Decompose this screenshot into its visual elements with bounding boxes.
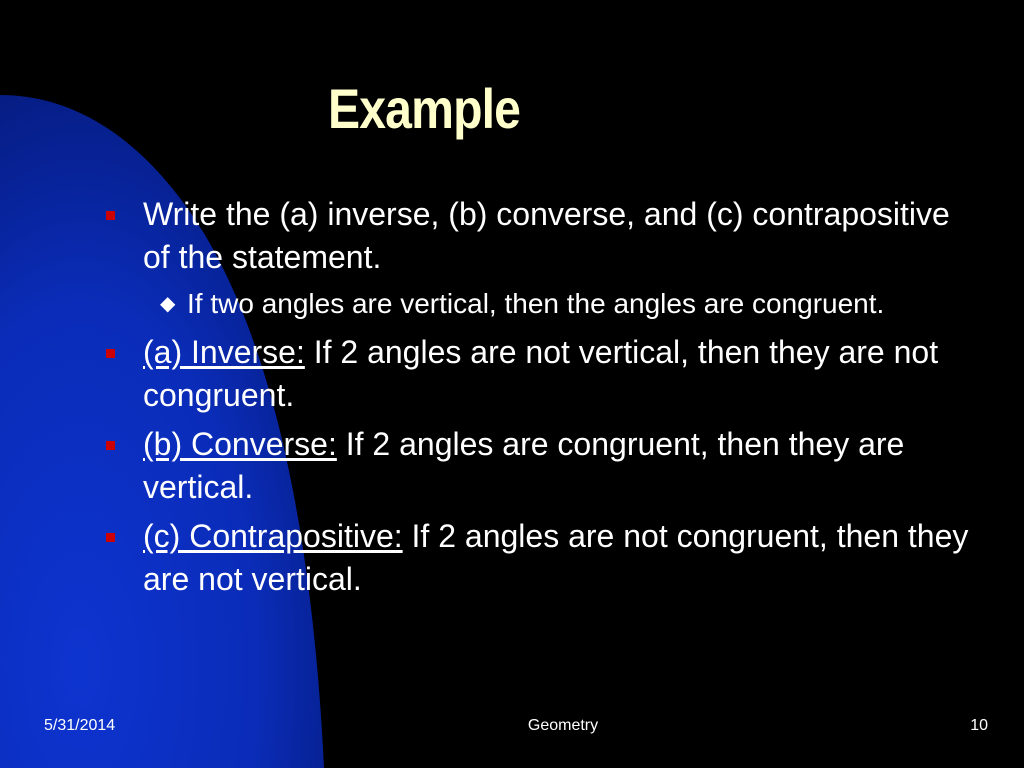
footer-date: 5/31/2014 [44, 717, 116, 734]
bullet-item-inverse [103, 331, 983, 417]
converse-term: (b) Converse: [143, 426, 337, 462]
bullet-item-contrapositive [103, 515, 983, 601]
inverse-term: (a) Inverse: [143, 334, 305, 370]
inverse-text: If 2 angles are not vertical, then they are not congruent. [143, 334, 939, 413]
contrapositive-text: If 2 angles are not congruent, then they are not vertical. [143, 518, 969, 597]
bullet-list [103, 193, 983, 607]
bullet-text: Write the (a) inverse, (b) converse, and (c) contrapositive of the statement. [143, 196, 950, 275]
square-bullet-icon [106, 211, 115, 220]
diamond-bullet-icon: ◆ [160, 293, 176, 315]
contrapositive-term: (c) Contrapositive: [143, 518, 403, 554]
bullet-item-task [103, 193, 983, 279]
converse-text: If 2 angles are congruent, then they are vertical. [143, 426, 905, 505]
footer-subject: Geometry [527, 717, 599, 734]
slide-title: Example [328, 77, 521, 140]
square-bullet-icon [106, 349, 115, 358]
sub-bullet-text: If two angles are vertical, then the angles are congruent. [187, 288, 885, 319]
square-bullet-icon [106, 441, 115, 450]
footer-page-number: 10 [970, 717, 988, 734]
square-bullet-icon [106, 533, 115, 542]
sub-bullet-statement [103, 285, 983, 323]
bullet-item-converse [103, 423, 983, 509]
